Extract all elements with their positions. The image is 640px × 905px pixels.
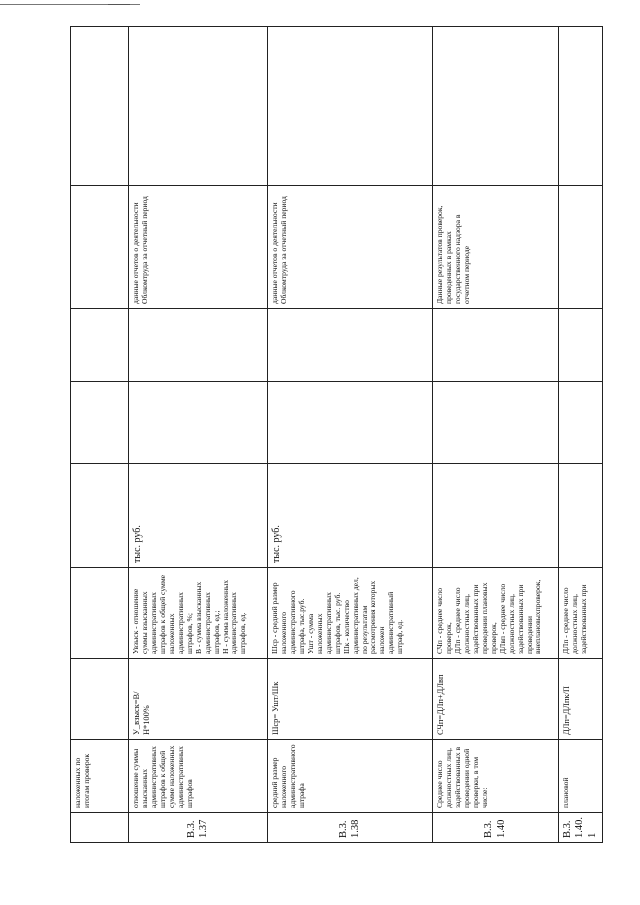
formula-legend bbox=[71, 568, 129, 659]
empty-cell bbox=[129, 27, 268, 186]
empty-cell bbox=[268, 27, 433, 186]
empty-cell bbox=[433, 27, 559, 186]
empty-cell bbox=[559, 309, 603, 382]
formula-legend: СЧп - среднее число проверок, ДЛп - среднее число должностных лиц, задействованных при проведении плановых проверок, ДЛвп - среднее число должностных лиц, задействованных при проведении внеплановыхпроверок, bbox=[433, 568, 559, 659]
indicator-formula: У_взыск=В/Н*100% bbox=[129, 659, 268, 740]
table-row bbox=[433, 27, 559, 843]
indicator-name: Среднее число должностных лиц, задействованных в проведении одной проверки, в том числе: bbox=[433, 740, 559, 813]
data-source bbox=[71, 186, 129, 309]
data-source: Данные результатов проверок, проведенных в рамках государственного надзора в отчетном периоде bbox=[433, 186, 559, 309]
indicator-code: В.3.1.38 bbox=[268, 813, 433, 843]
formula-legend: Шср - средний размер наложенного административного штрафа, тыс.руб. Ушт - сумма наложенных административных штрафов, тыс. руб. Шк - количество административных дел, по результатам рассмотрения которых наложен административный штраф, ед. bbox=[268, 568, 433, 659]
table-row bbox=[268, 27, 433, 843]
indicator-name: средний размер наложенного административного штрафа bbox=[268, 740, 433, 813]
data-source bbox=[559, 186, 603, 309]
unit-of-measure bbox=[559, 464, 603, 568]
indicator-code: В.3.1.40.1 bbox=[559, 813, 603, 843]
indicator-formula bbox=[71, 659, 129, 740]
indicator-name: плановой bbox=[559, 740, 603, 813]
table-row bbox=[71, 27, 129, 843]
indicator-formula: ДЛп=ДЛпк/П bbox=[559, 659, 603, 740]
top-edge-mark bbox=[108, 4, 130, 5]
data-source: данные отчетов о деятельности Облкомтруда за отчетный период bbox=[129, 186, 268, 309]
data-source: данные отчетов о деятельности Облкомтруда за отчетный период bbox=[268, 186, 433, 309]
empty-cell bbox=[433, 309, 559, 382]
empty-cell bbox=[559, 27, 603, 186]
indicator-name: наложенных по итогам проверок bbox=[71, 740, 129, 813]
empty-cell bbox=[268, 382, 433, 464]
indicator-code: В.3.1.37 bbox=[129, 813, 268, 843]
unit-of-measure: тыс. руб. bbox=[129, 464, 268, 568]
empty-cell bbox=[559, 382, 603, 464]
table-row bbox=[559, 27, 603, 843]
empty-cell bbox=[268, 309, 433, 382]
formula-legend: ДЛп - среднее число должностных лиц, задействованных при bbox=[559, 568, 603, 659]
indicators-table bbox=[70, 26, 603, 843]
rotated-table-sheet bbox=[70, 27, 598, 843]
empty-cell bbox=[71, 309, 129, 382]
formula-legend: Увзыск - отношение суммы взысканных административных штрафов к общей сумме наложенных административных штрафов, %; В - сумма взысканных административных штрафов, ед.; Н - сумма наложенных административных штрафов, ед. bbox=[129, 568, 268, 659]
unit-of-measure: тыс. руб. bbox=[268, 464, 433, 568]
unit-of-measure bbox=[433, 464, 559, 568]
indicator-name: отношение суммы взысканных административных штрафов к общей сумме наложенных административных штрафов bbox=[129, 740, 268, 813]
indicator-code: В.3.1.40 bbox=[433, 813, 559, 843]
indicator-formula: СЧп=ДЛп+ДЛвп bbox=[433, 659, 559, 740]
empty-cell bbox=[129, 382, 268, 464]
empty-cell bbox=[71, 27, 129, 186]
empty-cell bbox=[433, 382, 559, 464]
indicator-formula: Шср= Ушт/Шк bbox=[268, 659, 433, 740]
unit-of-measure bbox=[71, 464, 129, 568]
table-row bbox=[129, 27, 268, 843]
empty-cell bbox=[71, 382, 129, 464]
empty-cell bbox=[129, 309, 268, 382]
indicator-code bbox=[71, 813, 129, 843]
